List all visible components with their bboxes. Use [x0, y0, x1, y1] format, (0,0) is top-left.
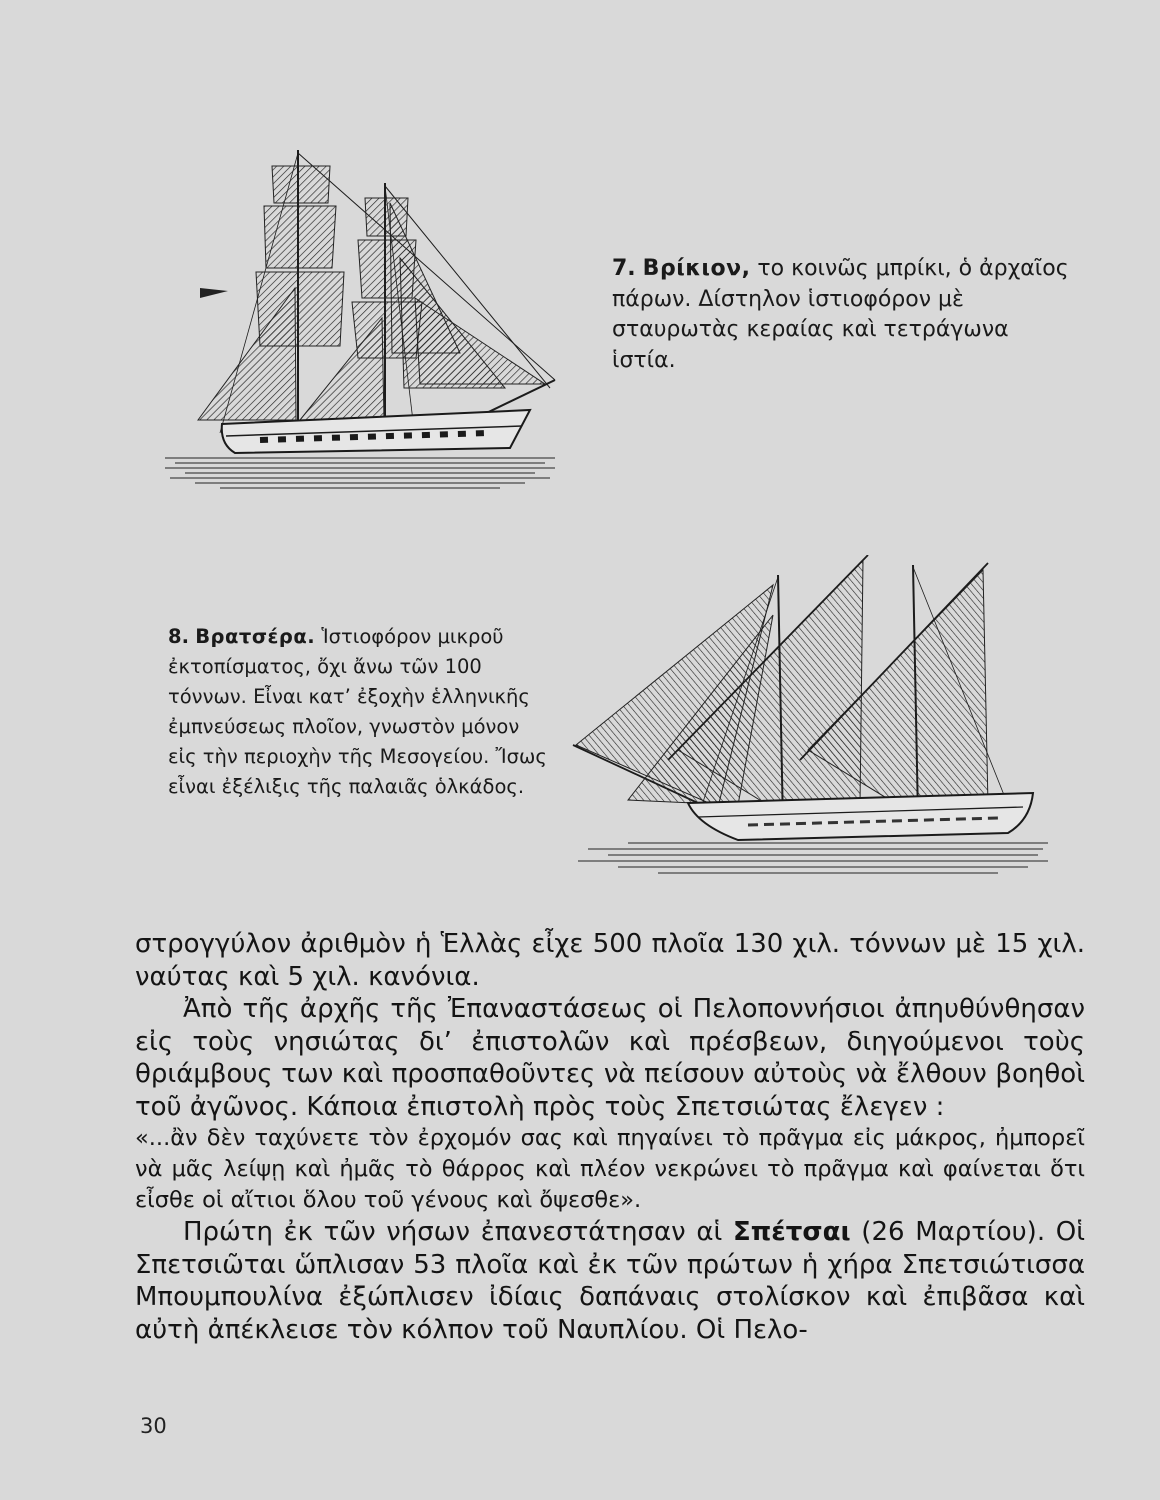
caption-title: Βρατσέρα. [195, 625, 316, 648]
caption-text: Ἱστιοφόρον μικροῦ ἐκτοπίσματος, ὄχι ἄνω τῶν 100 τόννων. Εἶναι κατ’ ἐξοχὴν ἑλληνικῆς ἐμπνεύσεως πλοῖον, γνωστὸν μόνον εἰς τὴν περιοχὴν τῆς Μεσογείου. Ἴσως εἶναι ἐξέλιξις τῆς παλαιᾶς ὁλκάδος. [168, 625, 547, 798]
caption-brig [612, 254, 1070, 376]
caption-title: Βρίκιον, [642, 256, 751, 281]
vratsera-illustration [568, 555, 1053, 880]
caption-vratsera [168, 622, 548, 802]
paragraph-3-start: Πρώτη ἐκ τῶν νήσων ἐπανεστάτησαν αἱ [183, 1217, 723, 1247]
paragraph-1: στρογγύλον ἀριθμὸν ἡ Ἑλλὰς εἶχε 500 πλοῖα 130 χιλ. τόννων μὲ 15 χιλ. ναύτας καὶ 5 χιλ. κανόνια. [135, 929, 1085, 992]
page-number: 30 [140, 1414, 167, 1438]
caption-text: το κοινῶς μπρίκι, ὁ ἀρχαῖος πάρων. Δίστηλον ἱστιοφόρον μὲ σταυρωτὰς κεραίας καὶ τετράγωνα ἱστία. [612, 256, 1069, 373]
brig-illustration [160, 148, 560, 493]
caption-number: 7. [612, 256, 636, 281]
paragraph-3-end: (26 Μαρτίου). Οἱ Σπετσιῶται ὥπλισαν 53 πλοῖα καὶ ἐκ τῶν πρώτων ἡ χήρα Σπετσιώτισσα Μπουμπουλίνα ἐξώπλισεν ἰδίαις δαπάναις στολίσκον καὶ ἐπιβᾶσα καὶ αὐτὴ ἀπέκλεισε τὸν κόλπον τοῦ Ναυπλίου. Οἱ Πελο- [135, 1217, 1086, 1345]
body-text [135, 928, 1085, 1346]
spetses-bold: Σπέτσαι [732, 1217, 851, 1247]
paragraph-2: Ἀπὸ τῆς ἀρχῆς τῆς Ἐπαναστάσεως οἱ Πελοποννήσιοι ἀπηυθύνθησαν εἰς τοὺς νησιώτας δι’ ἐπιστολῶν καὶ πρέσβεων, διηγούμενοι τοὺς θριάμβους των καὶ προσπαθοῦντες νὰ πείσουν αὐτοὺς νὰ ἔλθουν βοηθοὶ τοῦ ἀγῶνος. Κάποια ἐπιστολὴ πρὸς τοὺς Σπετσιώτας ἔλεγεν : [135, 994, 1085, 1122]
paragraph-3 [135, 1216, 1085, 1346]
quote-paragraph: «...ἂν δὲν ταχύνετε τὸν ἐρχομόν σας καὶ πηγαίνει τὸ πρᾶγμα εἰς μάκρος, ἠμπορεῖ νὰ μᾶς λείψῃ καὶ ἠμᾶς τὸ θάρρος καὶ πλέον νεκρώνει τὸ πρᾶγμα καὶ φαίνεται ὅτι εἶσθε οἱ αἴτιοι ὅλου τοῦ γένους καὶ ὄψεσθε». [135, 1125, 1085, 1213]
caption-number: 8. [168, 625, 189, 648]
